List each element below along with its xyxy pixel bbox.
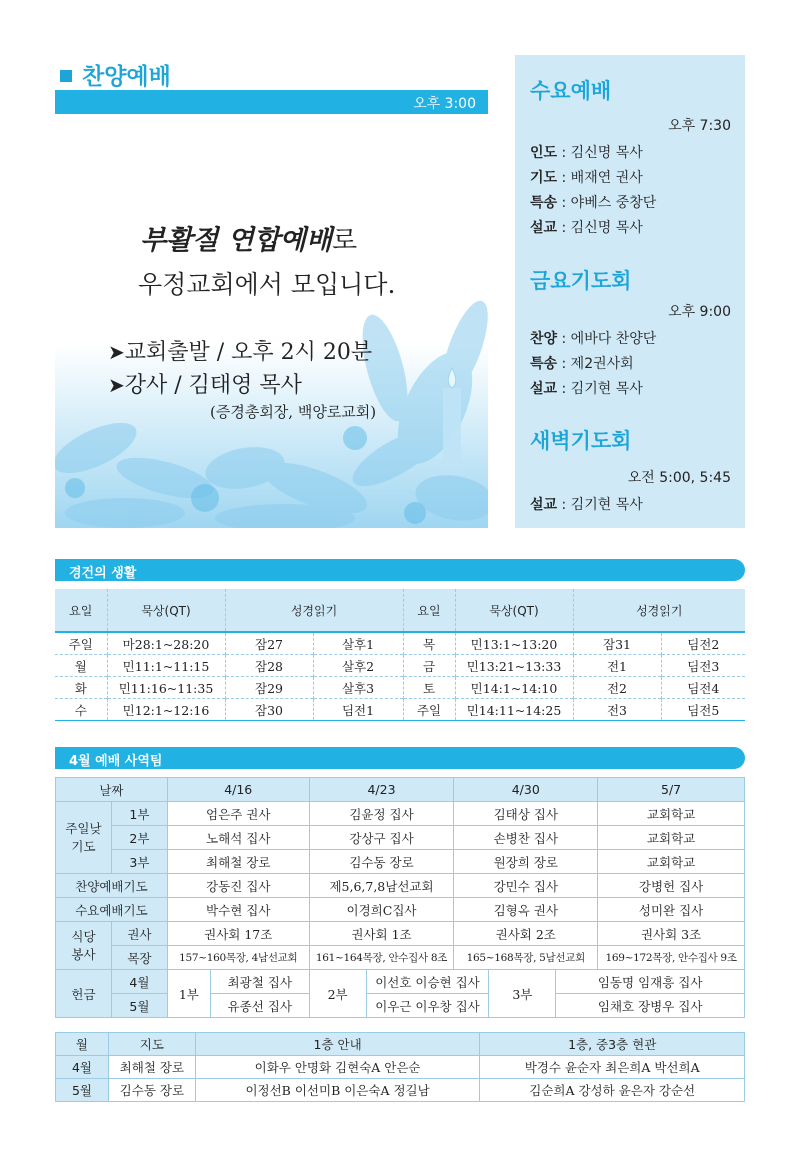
duty-title: 4월 예배 사역팀 (69, 754, 163, 769)
speaker-affiliation: (증경총회장, 백양로교회) (210, 403, 377, 421)
speaker-label: 강사 (124, 373, 168, 398)
wednesday-row: 기도 : 배재연 권사 (530, 170, 643, 186)
duty-table (55, 777, 745, 1018)
dawn-time: 오전 5:00, 5:45 (627, 470, 731, 486)
table-row: 찬양예배기도 강동진 집사 제5,6,7,8남선교회 강민수 집사 강병헌 집사 (56, 874, 745, 898)
table-row: 5월 김수동 장로 이정선B 이선미B 이은숙A 정길남 김순희A 강성하 윤은자 강순선 (56, 1079, 745, 1102)
col-header: 1층 안내 (195, 1033, 480, 1056)
wednesday-row: 특송 : 야베스 중창단 (530, 195, 657, 211)
arrow-right-icon: ➤ (108, 373, 125, 397)
floral-background-icon (55, 118, 488, 528)
friday-row: 찬양 : 에바다 찬양단 (530, 331, 657, 347)
devotion-title: 경건의 생활 (69, 566, 137, 581)
offering-label: 헌금 (56, 970, 112, 1018)
date-col: 4/23 (309, 778, 454, 802)
table-row: 4월 최해철 장로 이화우 안명화 김현숙A 안은순 박경수 윤순자 최은희A 박선희A (56, 1056, 745, 1079)
dawn-title: 새벽기도회 (530, 429, 632, 453)
depart-label: 교회출발 (124, 340, 210, 365)
table-row: 5월 (56, 994, 745, 1018)
col-header: 월 (56, 1033, 109, 1056)
table-row: 수 민12:1~12:16 잠30 딤전1 주일 민14:11~14:25 전3 딤전5 (55, 699, 745, 721)
service-schedule-panel (515, 55, 745, 528)
col-header: 성경읽기 (573, 589, 745, 632)
easter-service-line (140, 218, 357, 257)
arrow-right-icon: ➤ (108, 340, 125, 364)
col-header: 요일 (403, 589, 455, 632)
wednesday-row: 설교 : 김신명 목사 (530, 220, 643, 236)
easter-bold: 부활절 연합예배 (140, 225, 332, 256)
col-header: 묵상(QT) (455, 589, 573, 632)
kitchen-label: 식당 봉사 (56, 922, 112, 970)
friday-time: 오후 9:00 (668, 304, 731, 320)
square-bullet-icon (60, 70, 72, 82)
friday-row: 특송 : 제2권사회 (530, 356, 634, 372)
table-row: 월 민11:1~11:15 잠28 살후2 금 민13:21~13:33 전1 딤전3 (55, 655, 745, 677)
sunday-prayer-label: 주일낮 기도 (56, 802, 112, 874)
easter-rest: 로 (331, 226, 358, 256)
table-row: 주일 마28:1~28:20 잠27 살후1 목 민13:1~13:20 잠31 딤전2 (55, 632, 745, 655)
friday-title: 금요기도회 (530, 269, 632, 293)
friday-row: 설교 : 김기현 목사 (530, 381, 643, 397)
usher-guide-table (55, 1032, 745, 1102)
depart-value: / 오후 2시 20분 (209, 340, 373, 365)
table-row: 화 민11:16~11:35 잠29 살후3 토 민14:1~14:10 전2 딤전4 (55, 677, 745, 699)
table-row: 2부 노해석 집사 강상구 집사 손병찬 집사 교회학교 (56, 826, 745, 850)
table-row: 주일낮 기도 1부 엄은주 권사 김윤정 집사 김태상 집사 교회학교 (56, 802, 745, 826)
devotion-table (55, 589, 745, 721)
col-header: 요일 (55, 589, 107, 632)
speaker-line (108, 368, 302, 399)
praise-time: 오후 3:00 (413, 96, 476, 112)
praise-service-title (60, 58, 171, 91)
table-row: 헌금 4월 1부 최광철 집사 유종선 집사 2부 이선호 이승현 집사 이우근 이우창 집사 3부 임동명 임재흥 집사 임채호 장병우 집사 (56, 970, 745, 994)
table-row: 식당 봉사 권사 권사회 17조 권사회 1조 권사회 2조 권사회 3조 (56, 922, 745, 946)
col-header: 성경읽기 (225, 589, 403, 632)
hero-image (55, 118, 488, 528)
wednesday-title: 수요예배 (530, 79, 612, 103)
praise-title-text: 찬양예배 (82, 64, 171, 90)
col-header: 1층, 중3층 현관 (480, 1033, 745, 1056)
devotion-header (55, 559, 745, 581)
speaker-value: / 김태영 목사 (167, 373, 302, 398)
praise-time-bar (55, 90, 488, 114)
col-header: 지도 (108, 1033, 195, 1056)
table-row: 수요예배기도 박수현 집사 이경희C집사 김형옥 권사 성미완 집사 (56, 898, 745, 922)
depart-line (108, 335, 372, 366)
table-row: 목장 157~160목장, 4남선교회 161~164목장, 안수집사 8조 165~168목장, 5남선교회 169~172목장, 안수집사 9조 (56, 946, 745, 970)
dawn-row: 설교 : 김기현 목사 (530, 497, 643, 513)
wednesday-time: 오후 7:30 (668, 118, 731, 134)
gather-line: 우정교회에서 모입니다. (138, 270, 396, 299)
date-col: 4/30 (454, 778, 598, 802)
table-row: 3부 최해철 장로 김수동 장로 원장희 장로 교회학교 (56, 850, 745, 874)
date-col: 5/7 (598, 778, 745, 802)
col-header: 묵상(QT) (107, 589, 225, 632)
date-col: 4/16 (167, 778, 309, 802)
wednesday-row: 인도 : 김신명 목사 (530, 145, 643, 161)
date-header: 날짜 (56, 778, 168, 802)
duty-header (55, 747, 745, 769)
